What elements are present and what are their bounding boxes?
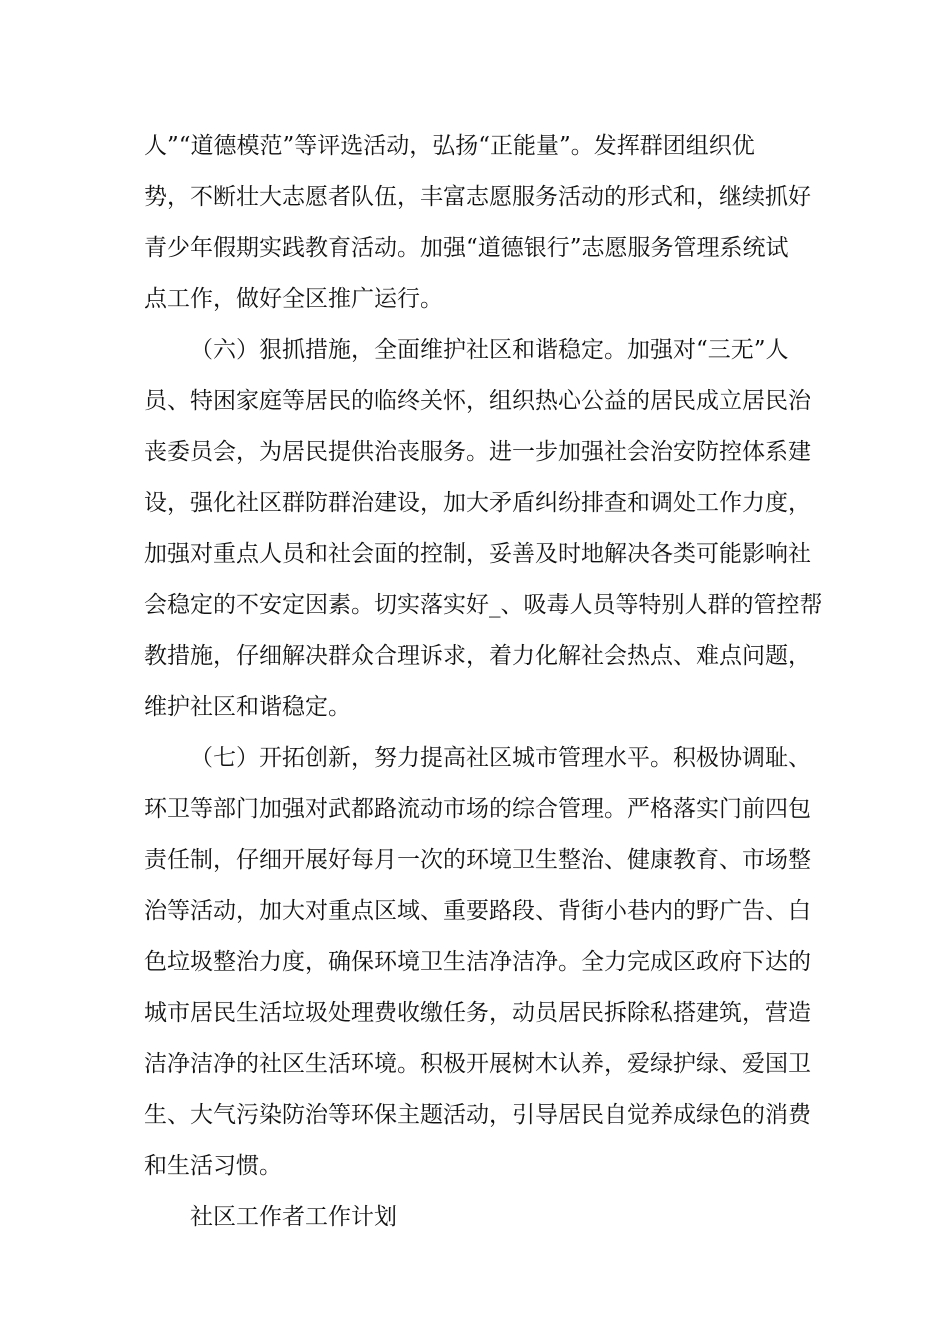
text-line: 城市居民生活垃圾处理费收缴任务，动员居民拆除私搭建筑，营造	[144, 1000, 811, 1026]
text-line: 人”“道德模范”等评选活动，弘扬“正能量”。发挥群团组织优	[144, 133, 755, 159]
text-line: 员、特困家庭等居民的临终关怀，组织热心公益的居民成立居民治	[144, 388, 811, 414]
text-line: 点工作，做好全区推广运行。	[144, 286, 443, 312]
text-line: 责任制，仔细开展好每月一次的环境卫生整治、健康教育、市场整	[144, 847, 811, 873]
text-line: 丧委员会，为居民提供治丧服务。进一步加强社会治安防控体系建	[144, 439, 811, 465]
text-line: 青少年假期实践教育活动。加强“道德银行”志愿服务管理系统试	[144, 235, 789, 261]
text-line: 势，不断壮大志愿者队伍，丰富志愿服务活动的形式和，继续抓好	[144, 184, 811, 210]
text-line: 治等活动，加大对重点区域、重要路段、背街小巷内的野广告、白	[144, 898, 811, 924]
text-line: 环卫等部门加强对武都路流动市场的综合管理。严格落实门前四包	[144, 796, 811, 822]
text-line: 色垃圾整治力度，确保环境卫生洁净洁净。全力完成区政府下达的	[144, 949, 811, 975]
section-heading-7: （七）开拓创新，努力提高社区城市管理水平。积极协调耻、	[190, 745, 811, 771]
text-line: 和生活习惯。	[144, 1153, 282, 1179]
text-line: 教措施，仔细解决群众合理诉求，着力化解社会热点、难点问题，	[144, 643, 811, 669]
text-line: 维护社区和谐稳定。	[144, 694, 351, 720]
text-line: 生、大气污染防治等环保主题活动，引导居民自觉养成绿色的消费	[144, 1102, 811, 1128]
text-line: 设，强化社区群防群治建设，加大矛盾纠纷排查和调处工作力度，	[144, 490, 811, 516]
text-line: 洁净洁净的社区生活环境。积极开展树木认养，爱绿护绿、爱国卫	[144, 1051, 811, 1077]
text-line: 会稳定的不安定因素。切实落实好_、吸毒人员等特别人群的管控帮	[144, 592, 823, 618]
text-line: 加强对重点人员和社会面的控制，妥善及时地解决各类可能影响社	[144, 541, 811, 567]
section-heading-6: （六）狠抓措施，全面维护社区和谐稳定。加强对“三无”人	[190, 337, 789, 363]
document-title: 社区工作者工作计划	[190, 1204, 397, 1230]
